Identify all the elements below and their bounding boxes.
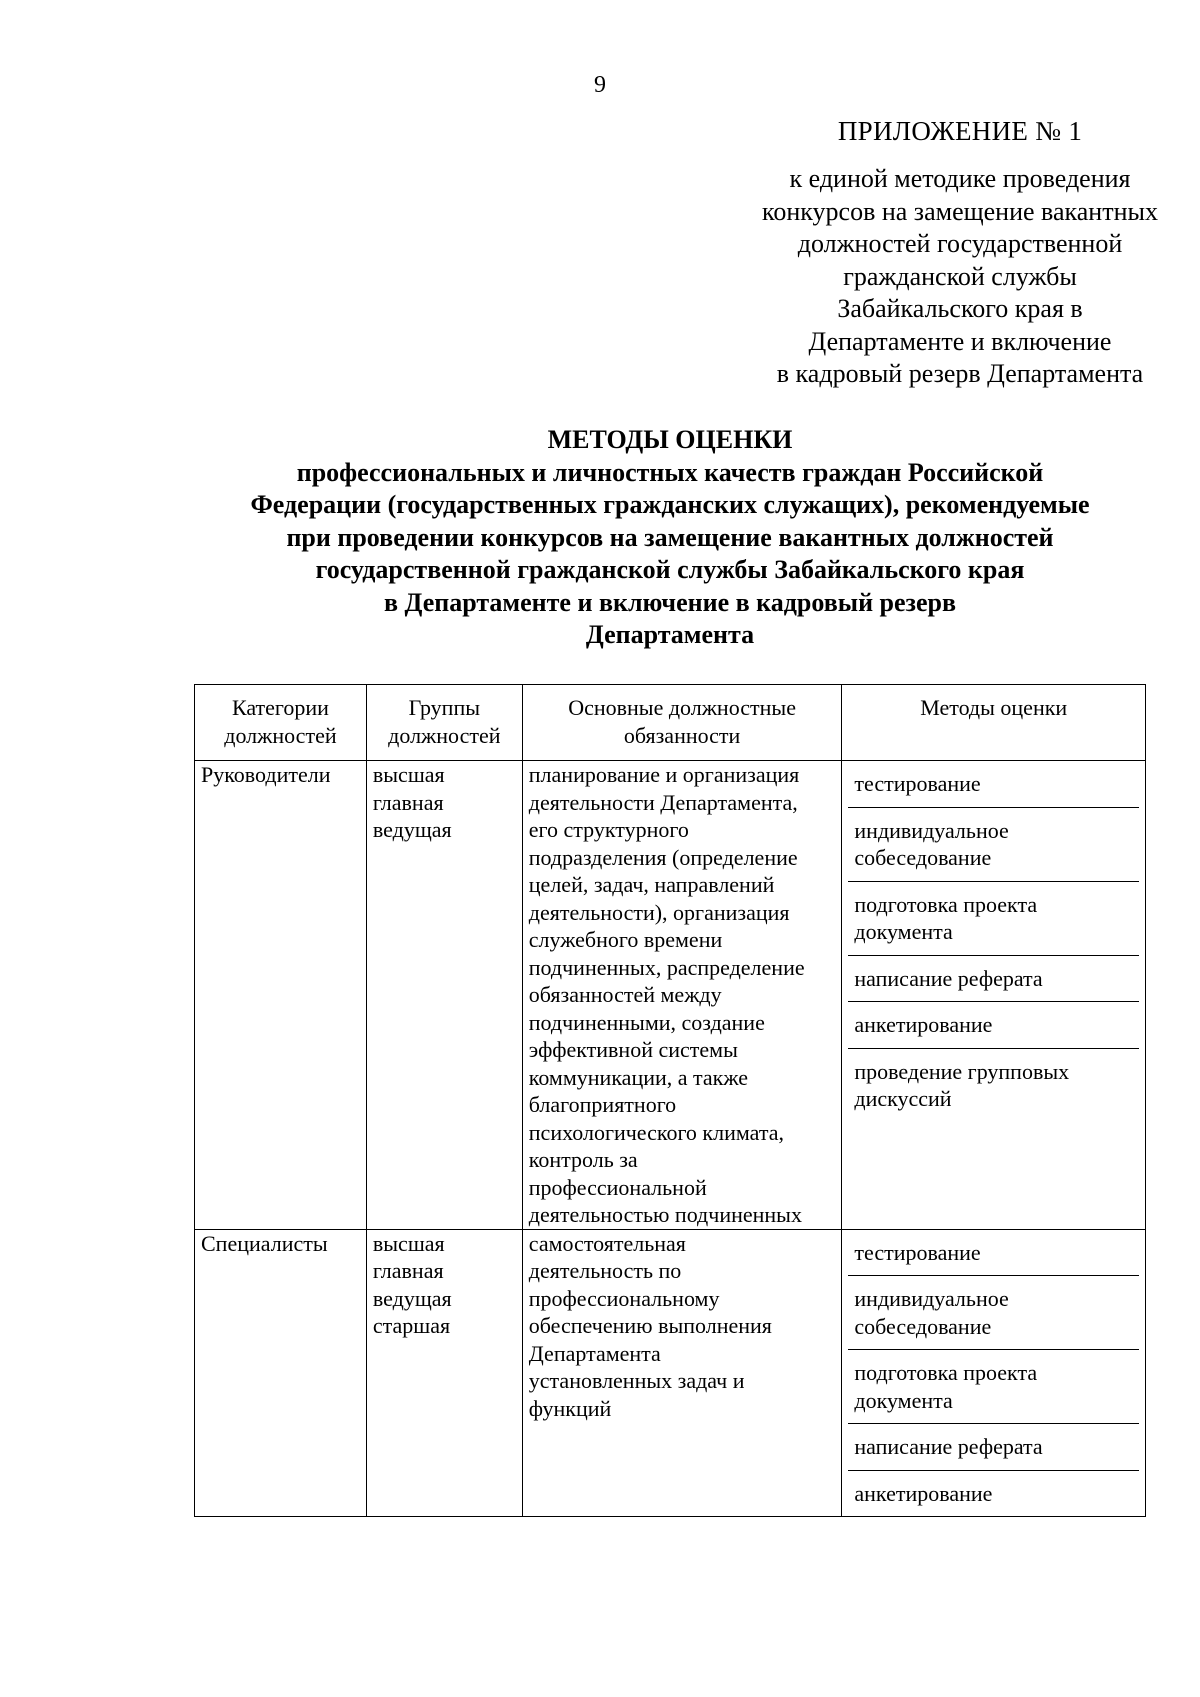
document-title-line: при проведении конкурсов на замещение вакантных должностей: [286, 522, 1054, 552]
table-row: [195, 1229, 1146, 1517]
table-row: [195, 761, 1146, 1230]
duties-cell: планирование и организация деятельности Департамента, его структурного подразделения (определение целей, задач, направлений деятельности), организация служебного времени подчиненных, распределение обязанностей между подчиненными, создание эффективной системы коммуникации, а также благоприятного психологического климата, контроль за профессиональной деятельностью подчиненных: [522, 761, 842, 1230]
method-item: подготовка проекта документа: [848, 1350, 1139, 1424]
groups-cell: высшая главная ведущая: [366, 761, 522, 1230]
appendix-subtitle: [700, 163, 1200, 391]
methods-cell: [842, 761, 1146, 1230]
method-item: написание реферата: [848, 956, 1139, 1003]
document-title-line: государственной гражданской службы Забайкальского края: [315, 555, 1025, 584]
appendix-title: ПРИЛОЖЕНИЕ № 1: [837, 116, 1083, 146]
page-number: 9: [594, 72, 606, 98]
method-item: тестирование: [848, 1230, 1139, 1277]
header-methods: Методы оценки: [842, 685, 1146, 761]
category-cell: Руководители: [195, 761, 367, 1230]
method-item: анкетирование: [848, 1002, 1139, 1049]
header-duties: Основные должностные обязанности: [522, 685, 842, 761]
method-item: написание реферата: [848, 1424, 1139, 1471]
document-title-line: в Департаменте и включение в кадровый резерв: [383, 587, 957, 617]
appendix-subtitle-line: в кадровый резерв Департамента: [776, 359, 1144, 388]
method-item: индивидуальное собеседование: [848, 808, 1139, 882]
category-cell: Специалисты: [195, 1229, 367, 1517]
document-title-line: профессиональных и личностных качеств граждан Российской: [296, 457, 1044, 487]
method-item: проведение групповых дискуссий: [854, 1058, 1070, 1111]
document-title: [170, 424, 1170, 652]
assessment-methods-table: [194, 684, 1146, 1517]
appendix-subtitle-line: гражданской службы: [843, 261, 1077, 291]
appendix-subtitle-line: должностей государственной: [797, 229, 1123, 258]
appendix-subtitle-line: к единой методике проведения: [789, 164, 1131, 193]
header-groups: Группы должностей: [366, 685, 522, 761]
document-title-line: Департамента: [585, 620, 755, 649]
document-title-line: Федерации (государственных гражданских служащих), рекомендуемые: [250, 490, 1090, 519]
header-categories: Категории должностей: [195, 685, 367, 761]
appendix-subtitle-line: конкурсов на замещение вакантных: [762, 196, 1158, 226]
method-item: индивидуальное собеседование: [848, 1276, 1139, 1350]
methods-cell: [842, 1229, 1146, 1517]
appendix-subtitle-line: Департаменте и включение: [808, 326, 1112, 356]
method-item: тестирование: [848, 761, 1139, 808]
method-item: анкетирование: [854, 1480, 993, 1506]
duties-cell: самостоятельная деятельность по профессиональному обеспечению выполнения Департамента установленных задач и функций: [522, 1229, 842, 1517]
groups-cell: высшая главная ведущая старшая: [366, 1229, 522, 1517]
appendix-subtitle-line: Забайкальского края в: [837, 294, 1083, 323]
method-item: подготовка проекта документа: [848, 882, 1139, 956]
document-heading: МЕТОДЫ ОЦЕНКИ: [547, 425, 793, 454]
table-header-row: [195, 685, 1146, 761]
